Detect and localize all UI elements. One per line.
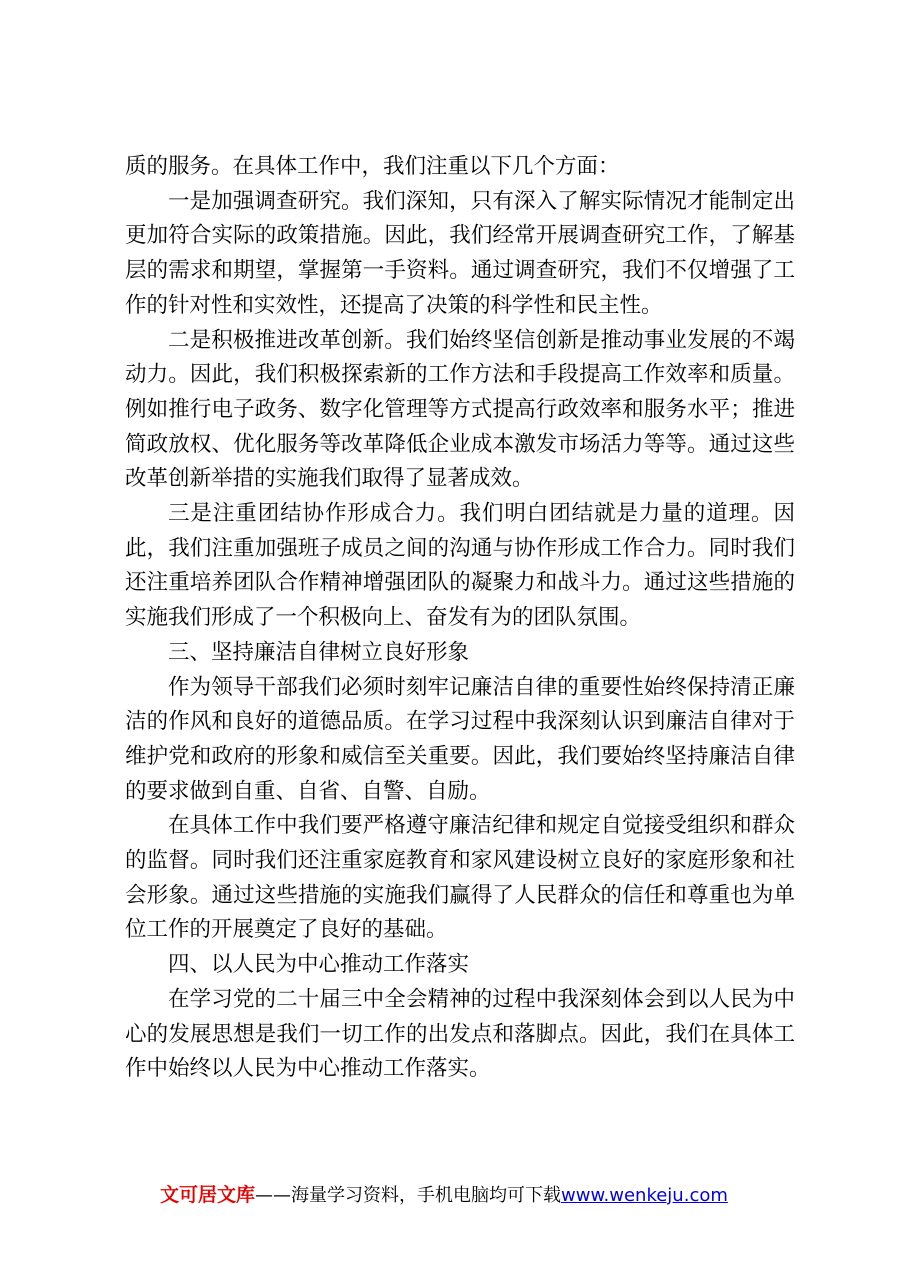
section-heading: 四、以人民为中心推动工作落实: [168, 952, 470, 978]
footer-brand: 文可居文库: [160, 1184, 256, 1206]
body-paragraph: 在具体工作中我们要严格遵守廉洁纪律和规定自觉接受组织和群众的监督。同时我们还注重家庭教育和家风建设树立良好的家庭形象和社会形象。通过这些措施的实施我们赢得了人民群众的信任和尊重也为单位工作的开展奠定了良好的基础。: [125, 813, 795, 943]
body-paragraph: 三是注重团结协作形成合力。我们明白团结就是力量的道理。因此，我们注重加强班子成员之间的沟通与协作形成工作合力。同时我们还注重培养团队合作精神增强团队的凝聚力和战斗力。通过这些措施的实施我们形成了一个积极向上、奋发有为的团队氛围。: [125, 501, 795, 631]
footer-link[interactable]: www.wenkeju.com: [561, 1185, 728, 1206]
section-heading: 三、坚持廉洁自律树立良好形象: [168, 639, 470, 665]
body-paragraph: 一是加强调查研究。我们深知，只有深入了解实际情况才能制定出更加符合实际的政策措施。因此，我们经常开展调查研究工作，了解基层的需求和期望，掌握第一手资料。通过调查研究，我们不仅增强了工作的针对性和实效性，还提高了决策的科学性和民主性。: [125, 188, 795, 318]
body-paragraph: 在学习党的二十届三中全会精神的过程中我深刻体会到以人民为中心的发展思想是我们一切工作的出发点和落脚点。因此，我们在具体工作中始终以人民为中心推动工作落实。: [125, 986, 795, 1082]
document-body: [125, 150, 795, 1087]
body-paragraph: 质的服务。在具体工作中，我们注重以下几个方面：: [125, 154, 620, 179]
footer-banner: [160, 1181, 780, 1210]
body-paragraph: 二是积极推进改革创新。我们始终坚信创新是推动事业发展的不竭动力。因此，我们积极探索新的工作方法和手段提高工作效率和质量。例如推行电子政务、数字化管理等方式提高行政效率和服务水平；推进简政放权、优化服务等改革降低企业成本激发市场活力等等。通过这些改革创新举措的实施我们取得了显著成效。: [125, 327, 795, 492]
body-paragraph: 作为领导干部我们必须时刻牢记廉洁自律的重要性始终保持清正廉洁的作风和良好的道德品质。在学习过程中我深刻认识到廉洁自律对于维护党和政府的形象和威信至关重要。因此，我们要始终坚持廉洁自律的要求做到自重、自省、自警、自励。: [125, 674, 795, 804]
footer-slogan: ——海量学习资料，手机电脑均可下载: [255, 1185, 562, 1206]
